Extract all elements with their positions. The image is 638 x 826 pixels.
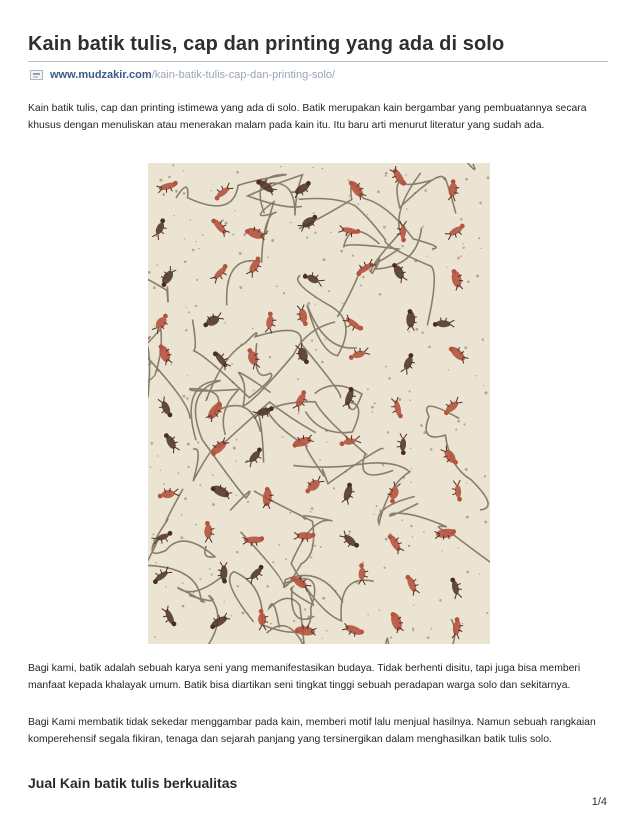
batik-dot [414, 260, 417, 263]
batik-dot [275, 408, 277, 410]
batik-dot [408, 545, 410, 547]
motif-body [258, 613, 266, 626]
batik-dot [234, 210, 235, 211]
batik-dot [463, 423, 465, 425]
batik-dot [195, 524, 197, 526]
batik-dot [401, 520, 403, 522]
batik-dot [196, 279, 198, 281]
batik-dot [157, 369, 160, 372]
batik-dot [321, 361, 324, 364]
batik-dot [438, 177, 439, 178]
batik-dot [239, 252, 242, 255]
batik-dot [188, 311, 190, 313]
batik-dot [439, 599, 442, 602]
batik-background [148, 163, 490, 644]
batik-dot [276, 285, 278, 287]
source-link[interactable] [30, 67, 335, 83]
batik-dot [313, 212, 315, 214]
batik-dot [212, 474, 214, 476]
batik-dot [385, 538, 388, 541]
body-paragraph-1: Bagi kami, batik adalah sebuah karya seni yang memanifestasikan budaya. Tidak berhenti disitu, tapi juga bisa memberi manfaat kepada khalayak umum. Batik bisa diartikan seni tingkat tinggi sebuah peradapan warga solo dan sekitarnya. [28, 663, 581, 691]
batik-dot [311, 340, 313, 342]
batik-dot [185, 329, 187, 331]
batik-dot [306, 237, 308, 239]
batik-dot [457, 256, 460, 259]
batik-dot [362, 276, 365, 279]
batik-dot [224, 601, 225, 602]
batik-dot [383, 567, 385, 569]
batik-dot [466, 482, 467, 483]
batik-dot [379, 509, 382, 512]
batik-dot [227, 281, 229, 283]
batik-dot [165, 586, 166, 587]
batik-dot [410, 525, 412, 527]
batik-dot [183, 192, 186, 195]
batik-dot [483, 385, 484, 386]
batik-dot [345, 325, 348, 328]
batik-dot [352, 255, 354, 257]
batik-dot [484, 475, 486, 477]
batik-dot [349, 195, 351, 197]
batik-dot [326, 441, 327, 442]
batik-dot [372, 411, 374, 413]
batik-dot [283, 292, 285, 294]
batik-dot [184, 497, 187, 500]
batik-dot [314, 297, 315, 298]
batik-dot [155, 562, 157, 564]
batik-dot [186, 375, 187, 376]
batik-dot [301, 638, 302, 639]
batik-dot [297, 378, 299, 380]
batik-dot [379, 609, 381, 611]
batik-dot [420, 424, 423, 427]
batik-dot [414, 192, 415, 193]
batik-dot [267, 256, 269, 258]
batik-dot [152, 545, 155, 548]
batik-dot [460, 218, 462, 220]
batik-dot [231, 363, 233, 365]
batik-dot [320, 546, 322, 548]
batik-dot [293, 620, 295, 622]
batik-dot [342, 303, 343, 304]
batik-dot [455, 429, 457, 431]
batik-dot [423, 531, 425, 533]
batik-dot [239, 286, 242, 289]
batik-dot [163, 483, 165, 485]
batik-dot [271, 239, 274, 242]
batik-dot [269, 356, 271, 358]
batik-dot [186, 397, 188, 399]
source-path[interactable]: /kain-batik-tulis-cap-dan-printing-solo/ [151, 69, 336, 81]
site-thumbnail-icon [30, 70, 43, 80]
batik-dot [376, 505, 378, 507]
batik-dot [154, 636, 156, 638]
batik-dot [182, 605, 185, 608]
batik-dot [314, 304, 315, 305]
batik-dot [398, 398, 401, 401]
batik-dot [225, 222, 228, 225]
batik-dot [156, 264, 158, 266]
batik-dot [154, 326, 155, 327]
batik-dot [183, 170, 185, 172]
batik-dot [171, 364, 172, 365]
batik-dot [233, 447, 236, 450]
batik-dot [348, 533, 350, 535]
batik-dot [410, 448, 411, 449]
batik-dot [151, 442, 154, 445]
batik-dot [462, 243, 464, 245]
batik-dot [412, 627, 414, 629]
batik-dot [322, 638, 323, 639]
batik-dot [412, 536, 413, 537]
batik-dot [232, 234, 234, 236]
batik-dot [373, 514, 374, 515]
batik-dot [314, 545, 316, 547]
batik-dot [187, 443, 190, 446]
batik-dot [441, 550, 442, 551]
batik-dot [476, 375, 478, 377]
article-title: Kain batik tulis, cap dan printing yang ada di solo [28, 33, 505, 55]
title-divider [28, 61, 608, 62]
batik-dot [311, 544, 313, 546]
batik-dot [387, 431, 389, 433]
batik-dot [428, 346, 431, 349]
batik-dot [185, 307, 186, 308]
batik-dot [266, 585, 269, 588]
intro-paragraph: Kain batik tulis, cap dan printing istimewa yang ada di solo. Batik merupakan kain bergambar yang pembuatannya secara khusus dengan menuliskan atau menerakan malam pada kain itu. Itu baru arti menurut literatur yang sudah ada. [28, 103, 587, 131]
batik-dot [230, 615, 231, 616]
batik-dot [236, 439, 238, 441]
batik-dot [307, 615, 310, 618]
batik-dot [457, 420, 460, 423]
motif-head [259, 609, 264, 614]
batik-dot [289, 512, 291, 514]
batik-dot [410, 482, 411, 483]
batik-dot [413, 630, 415, 632]
batik-dot [160, 470, 161, 471]
source-domain[interactable]: www.mudzakir.com [50, 69, 152, 81]
batik-dot [310, 511, 312, 513]
batik-dot [150, 362, 152, 364]
batik-dot [272, 203, 274, 205]
batik-dot [365, 453, 367, 455]
batik-dot [433, 250, 435, 252]
batik-dot [415, 328, 418, 331]
batik-dot [446, 267, 447, 268]
batik-dot [385, 172, 388, 175]
batik-dot [192, 249, 195, 252]
batik-dot [252, 328, 254, 330]
batik-dot [321, 168, 323, 170]
batik-dot [476, 275, 479, 278]
batik-dot [479, 202, 482, 205]
batik-dot [465, 468, 468, 471]
batik-dot [237, 585, 239, 587]
batik-dot [159, 179, 162, 182]
batik-dot [431, 628, 433, 630]
batik-dot [367, 388, 369, 390]
batik-dot [173, 215, 175, 217]
batik-dot [482, 338, 485, 341]
batik-dot [206, 397, 208, 399]
batik-dot [479, 574, 480, 575]
batik-dot [333, 487, 335, 489]
batik-dot [307, 302, 310, 305]
batik-dot [172, 269, 173, 270]
batik-dot [383, 226, 386, 229]
batik-dot [409, 399, 411, 401]
batik-dot [330, 232, 332, 234]
batik-dot [253, 389, 255, 391]
batik-dot [312, 167, 314, 169]
batik-dot [340, 250, 343, 253]
batik-dot [326, 630, 328, 632]
batik-dot [322, 258, 325, 261]
batik-dot [193, 592, 195, 594]
batik-dot [278, 544, 280, 546]
batik-dot [184, 238, 185, 239]
batik-dot [457, 548, 458, 549]
batik-dot [232, 381, 234, 383]
batik-dot [224, 322, 226, 324]
batik-dot [422, 225, 424, 227]
batik-dot [390, 636, 392, 638]
batik-dot [367, 614, 368, 615]
batik-dot [464, 346, 467, 349]
batik-dot [328, 290, 330, 292]
batik-dot [460, 255, 462, 257]
batik-dot [243, 233, 246, 236]
batik-dot [466, 516, 469, 519]
batik-dot [242, 612, 245, 615]
batik-dot [411, 468, 413, 470]
batik-dot [157, 455, 158, 456]
batik-dot [325, 429, 328, 432]
batik-dot [177, 472, 179, 474]
batik-pattern-illustration [148, 163, 490, 644]
batik-dot [236, 495, 237, 496]
batik-dot [465, 178, 468, 181]
batik-dot [371, 406, 374, 409]
batik-dot [307, 618, 309, 620]
batik-dot [209, 568, 211, 570]
batik-dot [448, 369, 449, 370]
batik-dot [388, 377, 391, 380]
batik-dot [427, 636, 430, 639]
body-paragraph-2: Bagi Kami membatik tidak sekedar menggambar pada kain, memberi motif lalu menjual hasilnya. Namun sebuah rangkaian komperehensif segala fikiran, tenaga dan sejarah panjang yang tersinergikan dalam menghasilkan batik tulis solo. [28, 717, 596, 745]
batik-dot [315, 349, 317, 351]
batik-dot [280, 166, 282, 168]
batik-dot [195, 305, 197, 307]
batik-dot [152, 533, 154, 535]
batik-dot [314, 232, 316, 234]
batik-dot [241, 378, 243, 380]
batik-dot [360, 284, 362, 286]
batik-dot [379, 293, 382, 296]
batik-dot [385, 366, 387, 368]
batik-fabric-image [148, 163, 490, 644]
batik-dot [298, 412, 300, 414]
batik-dot [292, 586, 294, 588]
batik-dot [367, 214, 368, 215]
batik-dot [148, 364, 150, 366]
batik-dot [486, 612, 488, 614]
batik-dot [311, 507, 314, 510]
batik-dot [180, 536, 183, 539]
batik-dot [377, 190, 380, 193]
batik-dot [403, 477, 405, 479]
batik-dot [198, 248, 200, 250]
batik-dot [291, 598, 293, 600]
section-heading: Jual Kain batik tulis berkualitas [28, 775, 238, 791]
batik-dot [345, 471, 347, 473]
batik-dot [199, 484, 201, 486]
batik-dot [211, 574, 213, 576]
batik-dot [485, 391, 488, 394]
batik-dot [197, 442, 199, 444]
batik-dot [212, 503, 215, 506]
batik-dot [187, 466, 189, 468]
batik-dot [347, 179, 349, 181]
batik-dot [285, 558, 287, 560]
batik-dot [324, 339, 326, 341]
batik-dot [202, 234, 204, 236]
batik-dot [382, 464, 384, 466]
batik-dot [172, 164, 174, 166]
batik-dot [427, 256, 428, 257]
batik-dot [282, 436, 284, 438]
batik-dot [182, 583, 184, 585]
batik-dot [385, 175, 387, 177]
batik-dot [406, 208, 408, 210]
batik-dot [467, 281, 470, 284]
batik-dot [247, 501, 249, 503]
batik-dot [463, 247, 465, 249]
batik-dot [357, 203, 359, 205]
batik-dot [335, 590, 337, 592]
batik-dot [253, 194, 254, 195]
batik-dot [195, 241, 196, 242]
batik-dot [272, 561, 274, 563]
batik-dot [150, 466, 152, 468]
batik-dot [484, 520, 487, 523]
batik-dot [409, 390, 411, 392]
batik-dot [175, 190, 178, 193]
page-number: 1/4 [591, 796, 607, 808]
batik-dot [348, 530, 350, 532]
batik-dot [153, 286, 156, 289]
batik-dot [487, 176, 490, 179]
batik-dot [369, 269, 372, 272]
batik-dot [319, 459, 321, 461]
batik-dot [270, 623, 272, 625]
batik-dot [356, 582, 358, 584]
batik-dot [408, 331, 410, 333]
batik-dot [322, 597, 325, 600]
batik-dot [424, 189, 427, 192]
batik-dot [423, 431, 426, 434]
batik-dot [190, 219, 192, 221]
batik-dot [222, 219, 224, 221]
batik-dot [236, 551, 239, 554]
batik-dot [462, 623, 463, 624]
batik-dot [430, 448, 432, 450]
batik-dot [181, 514, 183, 516]
batik-dot [199, 578, 201, 580]
batik-dot [481, 248, 482, 249]
batik-dot [413, 605, 414, 606]
batik-dot [478, 237, 480, 239]
batik-dot [168, 176, 171, 179]
batik-dot [236, 171, 239, 174]
batik-dot [466, 571, 469, 574]
batik-dot [304, 608, 306, 610]
batik-dot [290, 222, 292, 224]
batik-dot [162, 193, 165, 196]
batik-dot [235, 460, 236, 461]
batik-dot [182, 395, 185, 398]
batik-dot [184, 261, 187, 264]
batik-dot [310, 556, 312, 558]
batik-dot [405, 174, 407, 176]
batik-dot [374, 402, 376, 404]
batik-dot [248, 261, 249, 262]
batik-dot [401, 245, 403, 247]
batik-dot [211, 190, 213, 192]
batik-dot [241, 344, 243, 346]
batik-dot [422, 332, 424, 334]
